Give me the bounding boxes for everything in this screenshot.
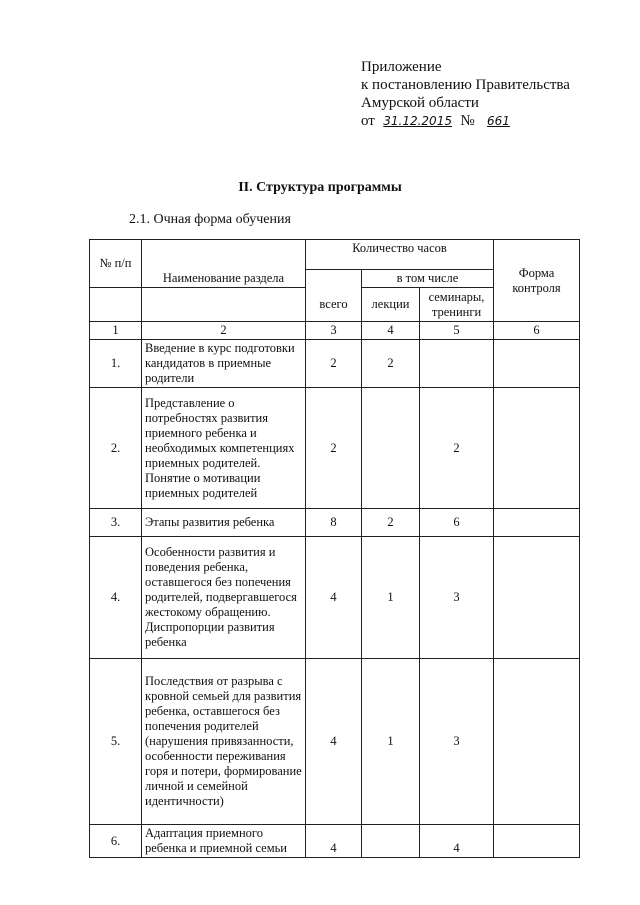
header-lectures: лекции: [362, 288, 420, 322]
section-title: II. Структура программы: [238, 180, 402, 195]
header-empty-cell: [90, 288, 142, 322]
control-form: [494, 509, 580, 537]
control-form: [494, 537, 580, 659]
section-name: Особенности развития и поведения ребенка, оставшегося без попечения родителей, подвергавшегося жестокому обращению. Диспропорции развития ребенка: [142, 537, 306, 659]
appendix-title: Приложение: [361, 59, 442, 75]
row-number: 2.: [90, 388, 142, 509]
header-row: [90, 240, 580, 270]
number-prefix: №: [460, 113, 475, 129]
column-number: 1: [90, 322, 142, 340]
hours-lectures: 2: [362, 340, 420, 388]
section-name: Последствия от разрыва с кровной семьей для развития ребенка, оставшегося без попечения родителей (нарушения привязанности, особенности переживания горя и потери, формирование личной и семейной идентичности): [142, 659, 306, 825]
control-form: [494, 825, 580, 858]
column-number: 4: [362, 322, 420, 340]
row-number: 4.: [90, 537, 142, 659]
header-empty-cell: [142, 288, 306, 322]
table-row: [90, 537, 580, 659]
section-name: Этапы развития ребенка: [142, 509, 306, 537]
hours-seminars: 3: [420, 659, 494, 825]
table-row: [90, 340, 580, 388]
header-including: в том числе: [362, 270, 494, 288]
header-number: № п/п: [90, 240, 142, 288]
hours-total: 4: [306, 825, 362, 858]
hours-lectures: [362, 825, 420, 858]
row-number: 1.: [90, 340, 142, 388]
section-name: Представление о потребностях развития приемного ребенка и необходимых компетенциях приемных родителей. Понятие о мотивации приемных родителей: [142, 388, 306, 509]
hours-lectures: [362, 388, 420, 509]
appendix-region: Амурской области: [361, 95, 479, 111]
header-total: всего: [306, 288, 362, 322]
hours-lectures: 1: [362, 659, 420, 825]
column-number: 5: [420, 322, 494, 340]
row-number: 6.: [90, 825, 142, 858]
subsection-title: 2.1. Очная форма обучения: [129, 212, 291, 227]
control-form: [494, 388, 580, 509]
hours-total: 8: [306, 509, 362, 537]
control-form: [494, 659, 580, 825]
handwritten-number: 661: [486, 114, 510, 128]
hours-seminars: 6: [420, 509, 494, 537]
hours-seminars: 2: [420, 388, 494, 509]
column-number: 2: [142, 322, 306, 340]
table-row: [90, 388, 580, 509]
hours-total: 4: [306, 537, 362, 659]
column-number: 6: [494, 322, 580, 340]
header-empty-cell: [306, 270, 362, 288]
table-row: [90, 659, 580, 825]
table-row: [90, 825, 580, 858]
appendix-date-number: [361, 112, 570, 130]
appendix-resolution: к постановлению Правительства: [361, 77, 570, 93]
program-structure-table: [89, 239, 580, 858]
section-name: Введение в курс подготовки кандидатов в приемные родители: [142, 340, 306, 388]
header-hours: Количество часов: [306, 240, 494, 270]
hours-total: 2: [306, 388, 362, 509]
date-prefix: от: [361, 113, 375, 129]
hours-lectures: 1: [362, 537, 420, 659]
header-seminars: семинары, тренинги: [420, 288, 494, 322]
hours-lectures: 2: [362, 509, 420, 537]
handwritten-date: 31.12.2015: [383, 114, 452, 128]
hours-seminars: 3: [420, 537, 494, 659]
hours-seminars: [420, 340, 494, 388]
row-number: 3.: [90, 509, 142, 537]
table-row: [90, 509, 580, 537]
section-name: Адаптация приемного ребенка и приемной семьи: [142, 825, 306, 858]
hours-total: 4: [306, 659, 362, 825]
header-control: Форма контроля: [494, 240, 580, 322]
hours-seminars: 4: [420, 825, 494, 858]
hours-total: 2: [306, 340, 362, 388]
column-number: 3: [306, 322, 362, 340]
header-name: Наименование раздела: [142, 240, 306, 288]
control-form: [494, 340, 580, 388]
appendix-block: [361, 58, 570, 130]
column-numbers-row: [90, 322, 580, 340]
row-number: 5.: [90, 659, 142, 825]
